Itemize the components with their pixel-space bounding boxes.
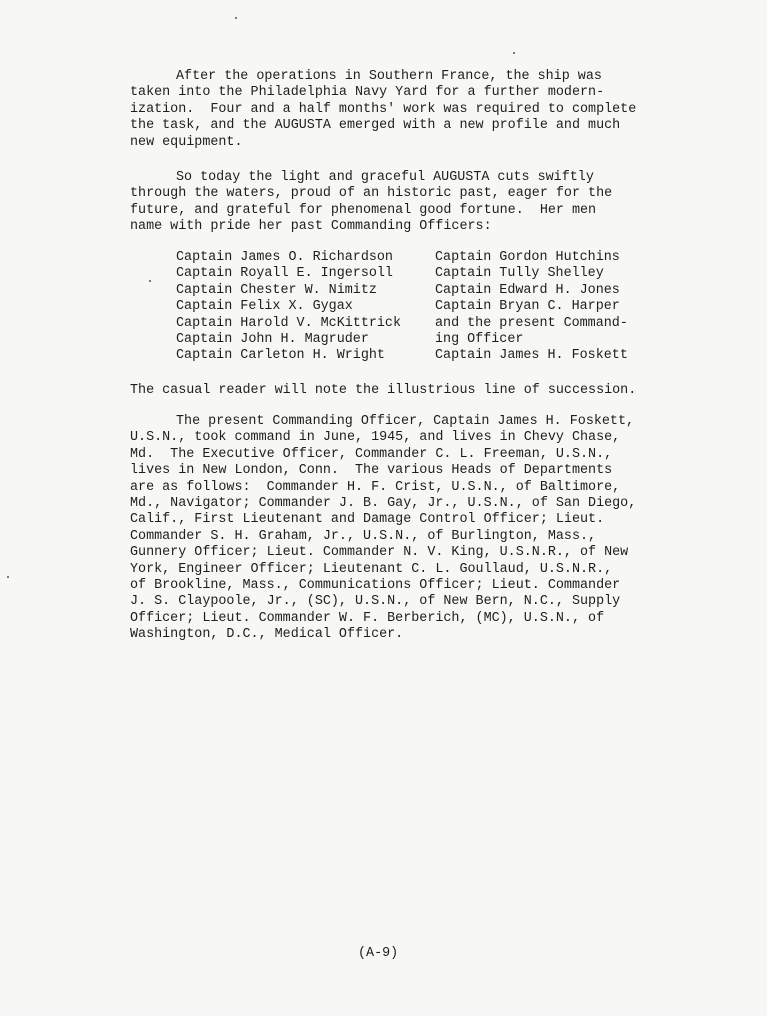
officer-entry: Captain Carleton H. Wright: [176, 348, 385, 364]
text-line: ization. Four and a half months' work was required to complete: [130, 101, 637, 117]
text-line: Commander S. H. Graham, Jr., U.S.N., of Burlington, Mass.,: [130, 528, 597, 544]
text-line: Officer; Lieut. Commander W. F. Berberich, (MC), U.S.N., of: [130, 610, 605, 626]
officer-entry: Captain Chester W. Nimitz: [176, 282, 377, 298]
paragraph-augusta-today: [130, 170, 650, 236]
text-line: Gunnery Officer; Lieut. Commander N. V. King, U.S.N.R., of New: [130, 545, 629, 561]
paragraph-department-heads: [130, 414, 650, 644]
text-line: Md. The Executive Officer, Commander C. L. Freeman, U.S.N.,: [130, 446, 613, 462]
text-line: of Brookline, Mass., Communications Officer; Lieut. Commander: [130, 578, 621, 594]
officer-entry: ing Officer: [435, 332, 524, 348]
officer-entry: Captain James H. Foskett: [435, 348, 628, 364]
officer-entry: Captain Bryan C. Harper: [435, 299, 620, 315]
officer-entry: Captain Felix X. Gygax: [176, 299, 353, 315]
text-line: name with pride her past Commanding Officers:: [130, 219, 492, 235]
text-line: Calif., First Lieutenant and Damage Control Officer; Lieut.: [130, 512, 605, 528]
officer-entry: Captain Harold V. McKittrick: [176, 315, 401, 331]
officer-entry: Captain Tully Shelley: [435, 266, 604, 282]
text-line: lives in New London, Conn. The various Heads of Departments: [130, 463, 613, 479]
text-line: York, Engineer Officer; Lieutenant C. L. Goullaud, U.S.N.R.,: [130, 561, 613, 577]
paper-speck: [235, 17, 237, 19]
paragraph-ship-modernization: [130, 69, 650, 151]
paper-speck: [7, 576, 9, 578]
text-line: taken into the Philadelphia Navy Yard for a further modern-: [130, 85, 605, 101]
officer-entry: and the present Command-: [435, 315, 628, 331]
text-line: are as follows: Commander H. F. Crist, U.S.N., of Baltimore,: [130, 479, 621, 495]
text-line: Washington, D.C., Medical Officer.: [130, 627, 404, 643]
text-line: The present Commanding Officer, Captain James H. Foskett,: [176, 414, 635, 429]
officer-entry: Captain James O. Richardson: [176, 250, 393, 265]
paper-speck: [513, 52, 515, 54]
officer-entry: Captain Gordon Hutchins: [435, 250, 620, 265]
text-line: The casual reader will note the illustrious line of succession.: [130, 383, 637, 398]
officers-column-left: [176, 250, 401, 365]
text-line: the task, and the AUGUSTA emerged with a new profile and much: [130, 118, 621, 134]
paper-speck: [149, 280, 151, 282]
officer-entry: Captain Edward H. Jones: [435, 282, 620, 298]
text-line: future, and grateful for phenomenal good fortune. Her men: [130, 202, 597, 218]
page-number: (A-9): [358, 946, 399, 961]
paragraph-line-of-succession: [130, 383, 650, 399]
text-line: new equipment.: [130, 134, 243, 150]
text-line: Md., Navigator; Commander J. B. Gay, Jr., U.S.N., of San Diego,: [130, 496, 637, 512]
officers-column-right: [435, 250, 628, 365]
text-line: So today the light and graceful AUGUSTA cuts swiftly: [176, 170, 594, 185]
officer-entry: Captain John H. Magruder: [176, 332, 369, 348]
text-line: through the waters, proud of an historic past, eager for the: [130, 186, 613, 202]
text-line: U.S.N., took command in June, 1945, and lives in Chevy Chase,: [130, 430, 621, 446]
text-line: After the operations in Southern France, the ship was: [176, 69, 602, 84]
text-line: J. S. Claypoole, Jr., (SC), U.S.N., of New Bern, N.C., Supply: [130, 594, 621, 610]
officer-entry: Captain Royall E. Ingersoll: [176, 266, 393, 282]
